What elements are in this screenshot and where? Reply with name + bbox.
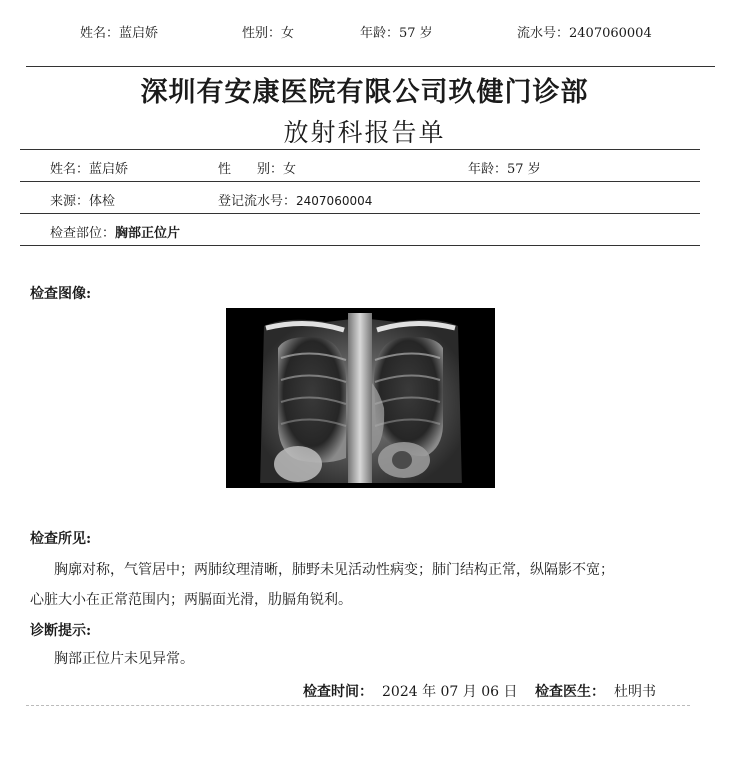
reg-serial-field bbox=[218, 190, 372, 209]
findings-line-1: 胸廓对称，气管居中；两肺纹理清晰，肺野未见活动性病变；肺门结构正常，纵隔影不宽； bbox=[54, 562, 614, 578]
doctor-label: 检查医生： bbox=[535, 684, 605, 700]
xray-graphic bbox=[226, 308, 495, 488]
header-serial-number: 流水号：2407060004 bbox=[517, 26, 652, 41]
header-divider bbox=[26, 66, 715, 67]
name-field bbox=[50, 158, 128, 177]
source-label: 来源： bbox=[50, 194, 90, 209]
findings-text bbox=[30, 555, 700, 615]
exam-part-value: 胸部正位片 bbox=[115, 226, 181, 241]
header-patient-gender: 性别：女 bbox=[242, 26, 295, 41]
age-label: 年龄： bbox=[468, 162, 508, 177]
exam-part-field bbox=[50, 222, 180, 241]
age-field bbox=[468, 158, 541, 177]
header-patient-age: 年龄：57 岁 bbox=[360, 26, 433, 41]
diagnosis-label: 诊断提示: bbox=[30, 623, 92, 639]
exam-image-label: 检查图像: bbox=[30, 286, 92, 302]
chest-xray-image bbox=[226, 308, 495, 488]
exam-part-label: 检查部位： bbox=[50, 226, 116, 241]
exam-time-label: 检查时间： bbox=[303, 684, 373, 700]
gender-label: 性 别： bbox=[218, 162, 284, 177]
info-row-3 bbox=[20, 213, 700, 246]
info-row-2 bbox=[20, 181, 700, 213]
doctor-value: 杜明书 bbox=[614, 684, 656, 700]
age-value: 57 岁 bbox=[507, 162, 541, 177]
source-field bbox=[50, 190, 115, 209]
findings-label: 检查所见: bbox=[30, 531, 92, 547]
exam-time-value: 2024 年 07 月 06 日 bbox=[382, 684, 518, 700]
source-value: 体检 bbox=[89, 194, 116, 209]
reg-serial-value: 2407060004 bbox=[296, 194, 373, 208]
header-patient-name: 姓名：蓝启娇 bbox=[80, 26, 159, 41]
footer-divider bbox=[26, 705, 690, 706]
findings-line-2: 心脏大小在正常范围内；两膈面光滑，肋膈角锐利。 bbox=[30, 592, 352, 608]
name-label: 姓名： bbox=[50, 162, 90, 177]
info-row-1 bbox=[20, 149, 700, 181]
reg-serial-label: 登记流水号： bbox=[218, 194, 297, 209]
name-value: 蓝启娇 bbox=[89, 162, 129, 177]
gender-value: 女 bbox=[283, 162, 297, 177]
hospital-name: 深圳有安康医院有限公司玖健门诊部 bbox=[140, 77, 589, 108]
patient-info-table bbox=[20, 149, 700, 246]
diagnosis-text: 胸部正位片未见异常。 bbox=[54, 651, 194, 667]
report-title: 放射科报告单 bbox=[283, 118, 446, 147]
page-header bbox=[0, 22, 729, 42]
gender-field bbox=[218, 158, 296, 177]
